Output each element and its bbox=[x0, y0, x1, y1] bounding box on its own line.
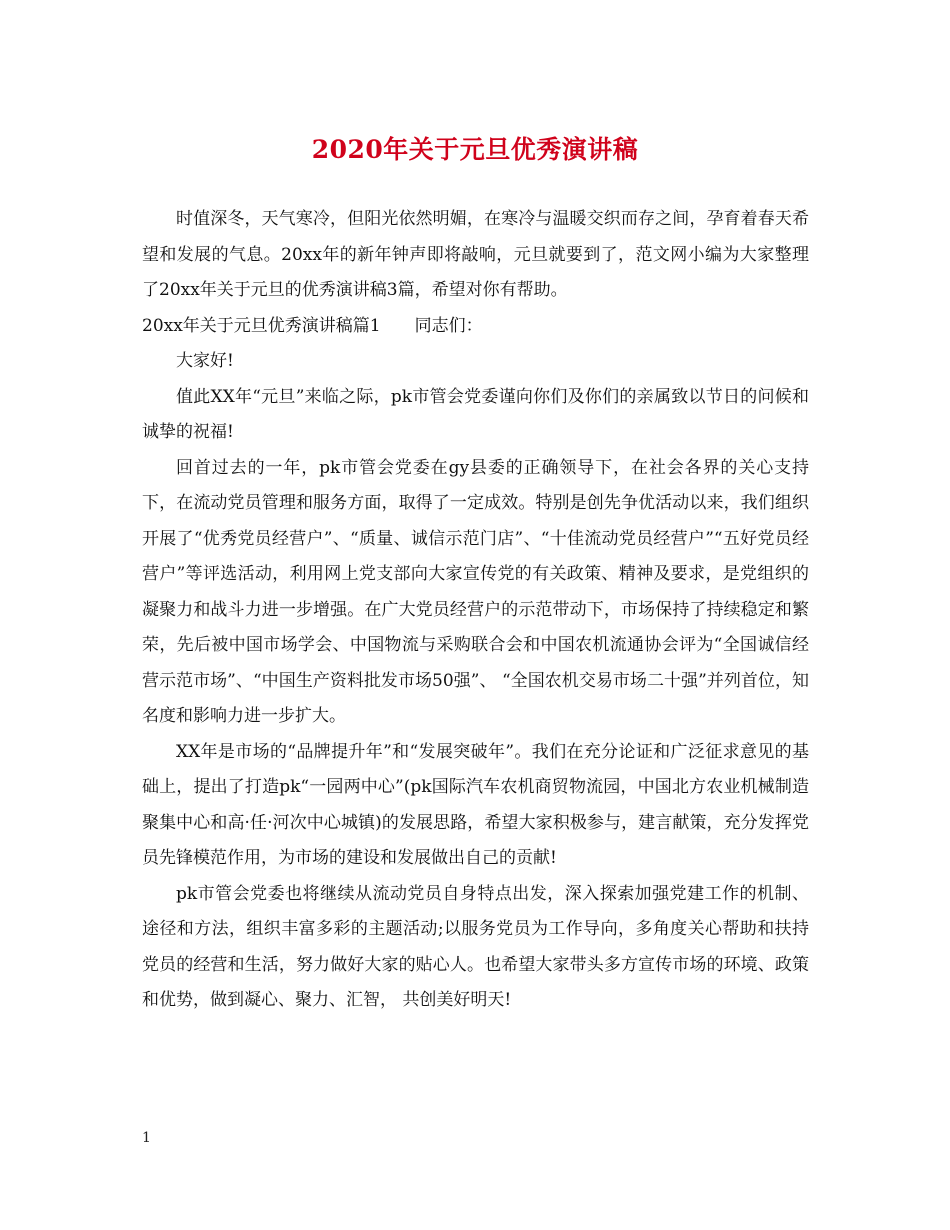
greeting: 大家好! bbox=[176, 351, 234, 371]
body-paragraph: pk市管会党委也将继续从流动党员自身特点出发，深入探索加强党建工作的机制、途径和方法，组织丰富多彩的主题活动;以服务党员为工作导向，多角度关心帮助和扶持党员的经营和生活，努力做好大家的贴心人。也希望大家带头多方宣传市场的环境、政策和优势，做到凝心、聚力、汇智， 共创美好明天! bbox=[142, 883, 809, 1010]
body-paragraph: 回首过去的一年，pk市管会党委在gy县委的正确领导下，在社会各界的关心支持下，在流动党员管理和服务方面，取得了一定成效。特别是创先争优活动以来，我们组织开展了“优秀党员经营户”、“质量、诚信示范门店”、“十佳流动党员经营户”“五好党员经营户”等评选活动，利用网上党支部向大家宣传党的有关政策、精神及要求，是党组织的凝聚力和战斗力进一步增强。在广大党员经营户的示范带动下，市场保持了持续稳定和繁荣，先后被中国市场学会、中国物流与采购联合会和中国农机流通协会评为“全国诚信经营示范市场”、“中国生产资料批发市场50强”、 “全国农机交易市场二十强”并列首位，知名度和影响力进一步扩大。 bbox=[142, 457, 809, 726]
intro-paragraph: 时值深冬，天气寒冷，但阳光依然明媚，在寒冷与温暖交织而存之间，孕育着春天希望和发展的气息。20xx年的新年钟声即将敲响，元旦就要到了，范文网小编为大家整理了20xx年关于元旦的优秀演讲稿3篇，希望对你有帮助。 bbox=[142, 209, 809, 300]
salutation: 同志们： bbox=[414, 315, 483, 336]
section-heading-line bbox=[142, 309, 809, 345]
body-paragraph: XX年是市场的“品牌提升年”和“发展突破年”。我们在充分论证和广泛征求意见的基础上，提出了打造pk“一园两中心”(pk国际汽车农机商贸物流园，中国北方农业机械制造聚集中心和高·任·河次中心城镇)的发展思路，希望大家积极参与，建言献策，充分发挥党员先锋模范作用，为市场的建设和发展做出自己的贡献! bbox=[142, 741, 809, 868]
page-number: 1 bbox=[142, 1130, 151, 1146]
document-body bbox=[142, 202, 809, 1019]
page-title: 2020年关于元旦优秀演讲稿 bbox=[311, 135, 639, 164]
body-paragraph: 值此XX年“元旦”来临之际，pk市管会党委谨向你们及你们的亲属致以节日的问候和诚挚的祝福! bbox=[142, 386, 809, 442]
section-heading: 20xx年关于元旦优秀演讲稿篇1 bbox=[142, 315, 381, 336]
